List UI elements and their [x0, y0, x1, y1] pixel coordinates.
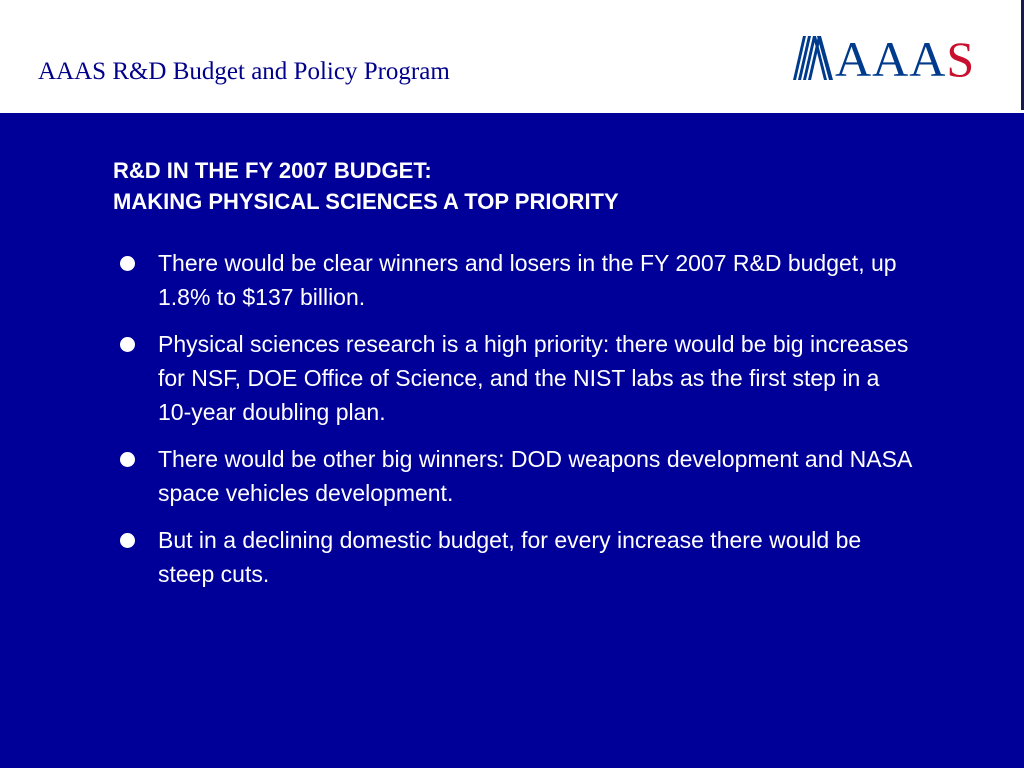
- slide-title-line-1: R&D IN THE FY 2007 BUDGET:: [113, 158, 432, 183]
- bullet-dot-icon: [120, 256, 135, 271]
- bullet-text: There would be clear winners and losers in the FY 2007 R&D budget, up 1.8% to $137 billion.: [158, 250, 897, 310]
- bullet-item: [116, 442, 916, 510]
- bullet-dot-icon: [120, 337, 135, 352]
- bullet-text: Physical sciences research is a high priority: there would be big increases for NSF, DOE Office of Science, and the NIST labs as the first step in a 10-year doubling plan.: [158, 331, 909, 425]
- slide-body: [0, 113, 1024, 768]
- aaas-logo: [793, 31, 976, 87]
- slide-title-line-2: MAKING PHYSICAL SCIENCES A TOP PRIORITY: [113, 189, 619, 214]
- slide-title: [113, 155, 619, 217]
- bullet-item: [116, 523, 916, 591]
- aaas-stripes-icon: [793, 34, 835, 80]
- bullet-list: [116, 246, 916, 604]
- bullet-item: [116, 246, 916, 314]
- logo-wordmark-accent: S: [946, 31, 976, 87]
- logo-wordmark: [835, 31, 976, 87]
- bullet-dot-icon: [120, 452, 135, 467]
- bullet-text: But in a declining domestic budget, for every increase there would be steep cuts.: [158, 527, 862, 587]
- program-title: AAAS R&D Budget and Policy Program: [38, 58, 450, 85]
- bullet-dot-icon: [120, 533, 135, 548]
- bullet-item: [116, 327, 916, 429]
- slide-header: [0, 0, 1024, 113]
- bullet-text: There would be other big winners: DOD weapons development and NASA space vehicles development.: [158, 446, 912, 506]
- logo-wordmark-main: AAA: [835, 31, 947, 87]
